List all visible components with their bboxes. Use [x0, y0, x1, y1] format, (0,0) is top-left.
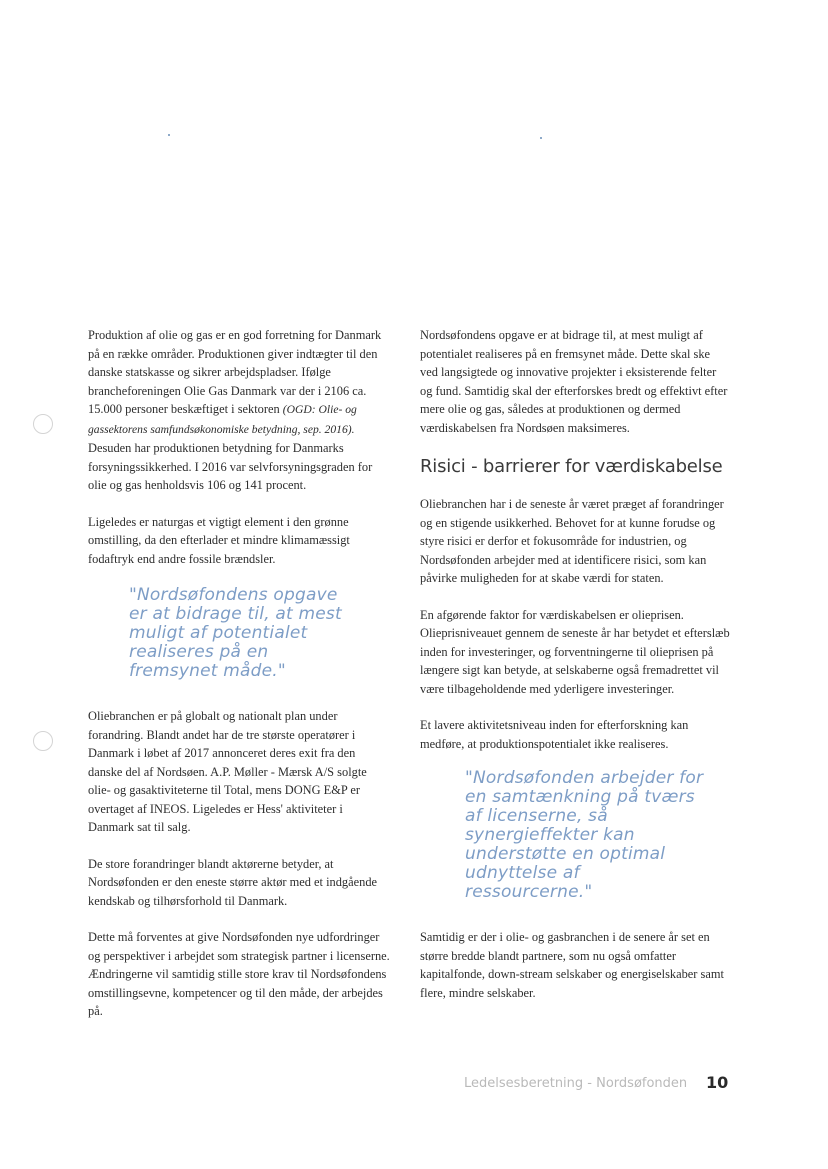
citation: (OGD: Olie- og gassektorens samfundsøkonomiske betydning, sep. 2016). [88, 403, 357, 436]
footer-title: Ledelsesberetning - Nordsøfonden [464, 1076, 688, 1091]
body-paragraph: Ligeledes er naturgas et vigtigt element i den grønne omstilling, da den efterlader et mindre klimamæssigt fodaftryk end andre fossile brændsler. [88, 514, 350, 566]
right-column [420, 326, 730, 1020]
scan-speck [168, 134, 170, 136]
body-paragraph: Oliebranchen er på globalt og nationalt plan under forandring. Blandt andet har de tre største operatører i Danmark i løbet af 2017 annonceret deres exit fra den danske del af Nordsøen. A.P. Møller - Mærsk A/S solgte olie- og gasaktiviteterne til Total, mens DONG E&P er overtaget af INEOS. Ligeledes er Hess' aktiviteter i Danmark sat til salg. [88, 709, 367, 834]
body-paragraph: Dette må forventes at give Nordsøfonden nye udfordringer og perspektiver i arbejdet som strategisk partner i licenserne. Ændringerne vil samtidig stille store krav til Nordsøfondens omstillingsevne, kompetencer og til den måde, der arbejdes på. [88, 930, 390, 1018]
section-heading: Risici - barrierer for værdiskabelse [420, 456, 723, 477]
body-paragraph: Samtidig er der i olie- og gasbranchen i de senere år set en større bredde blandt partnere, som nu også omfatter kapitalfonde, down-stream selskaber og energiselskaber samt flere, mindre selskaber. [420, 930, 724, 1000]
punch-hole [33, 414, 53, 434]
body-paragraph: En afgørende faktor for værdiskabelsen er olieprisen. Olieprisniveauet gennem de seneste år har betydet et efterslæb inden for investeringer, og forventningerne til olieprisen på længere sigt kan betyde, at selskaberne også fremadrettet vil være tilbageholdende med yderligere investeringer. [420, 607, 730, 696]
body-paragraph: Et lavere aktivitetsniveau inden for efterforskning kan medføre, at produktionspotentialet ikke realiseres. [420, 718, 689, 751]
body-paragraph: Produktion af olie og gas er en god forretning for Danmark på en række områder. Produktionen giver indtægter til den danske statskasse og sikrer arbejdspladser. Ifølge brancheforeningen Olie Gas Danmark var der i 2106 ca. 15.000 personer beskæftiget i sektoren (OGD: Olie- og gassektorens samfundsøkonomiske betydning, sep. 2016). Desuden har produktionen betydning for Danmarks forsyningssikkerhed. I 2016 var selvforsyningsgraden for olie og gas henholdsvis 106 og 141 procent. [88, 328, 382, 492]
left-column [88, 326, 390, 1039]
body-paragraph: Nordsøfondens opgave er at bidrage til, at mest muligt af potentialet realiseres på en fremsynet måde. Dette skal ske ved langsigtede og innovative projekter i eksisterende felter og fund. Samtidig skal der efterforskes bredt og effektivt efter mere olie og gas, således at produktionen og dermed værdiskabelsen fra Nordsøen maksimeres. [420, 328, 728, 435]
punch-hole [33, 731, 53, 751]
body-paragraph: Oliebranchen har i de seneste år været præget af forandringer og en stigende usikkerhed. Behovet for at kunne forudse og styre risici er derfor et fokusområde for industrien, og Nordsøfonden arbejder med at identificere risici, som kan påvirke muligheden for at skabe værdi for staten. [420, 497, 724, 585]
body-paragraph: De store forandringer blandt aktørerne betyder, at Nordsøfonden er den eneste større aktør med et indgående kendskab og tilhørsforhold til Danmark. [88, 856, 378, 908]
page-number: 10 [706, 1073, 729, 1092]
pull-quote: "Nordsøfonden arbejder for en samtænkning på tværs af licenserne, så synergieffekter kan understøtte en optimal udnyttelse af ressourcerne." [465, 768, 704, 902]
scan-speck [540, 137, 542, 139]
pull-quote: "Nordsøfondens opgave er at bidrage til, at mest muligt af potentialet realiseres på en fremsynet måde." [129, 585, 342, 681]
